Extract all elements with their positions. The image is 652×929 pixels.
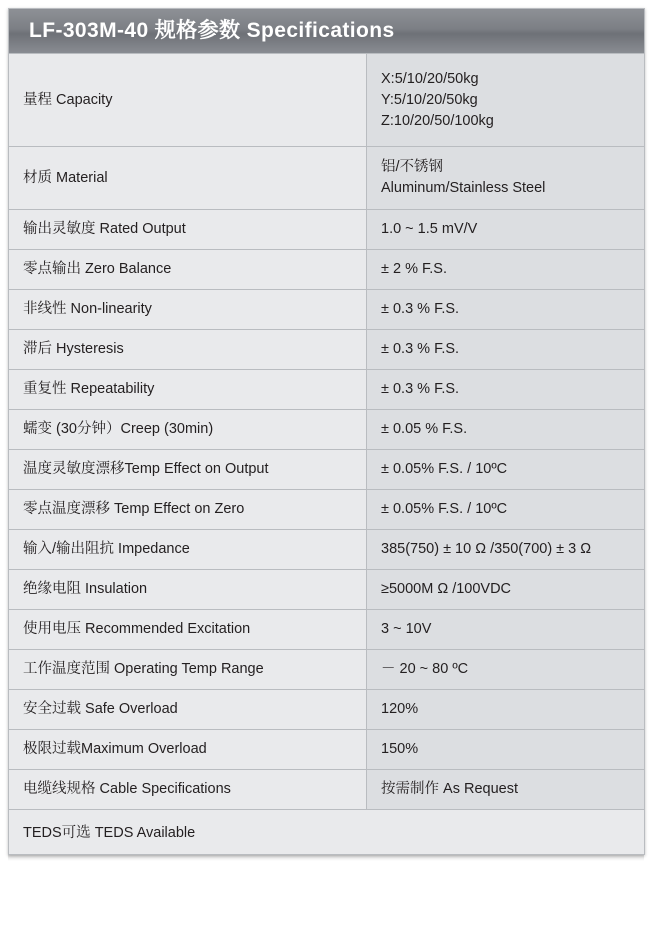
table-shadow	[8, 855, 644, 861]
row-label: 零点输出 Zero Balance	[9, 250, 367, 290]
row-value: 120%	[367, 690, 645, 730]
value-line: X:5/10/20/50kg	[381, 70, 479, 87]
row-label: 温度灵敏度漂移Temp Effect on Output	[9, 450, 367, 490]
title-cell	[9, 9, 645, 54]
row-label: 量程 Capacity	[9, 54, 367, 147]
table-row	[9, 290, 645, 330]
table-row	[9, 330, 645, 370]
value-line: Z:10/20/50/100kg	[381, 112, 494, 129]
row-label: 电缆线规格 Cable Specifications	[9, 770, 367, 810]
row-label: 非线性 Non-linearity	[9, 290, 367, 330]
value-line: Y:5/10/20/50kg	[381, 91, 478, 108]
table-row	[9, 250, 645, 290]
row-label: 使用电压 Recommended Excitation	[9, 610, 367, 650]
table-row	[9, 450, 645, 490]
row-label: 蠕变 (30分钟）Creep (30min)	[9, 410, 367, 450]
row-label: 输入/输出阻抗 Impedance	[9, 530, 367, 570]
table-row	[9, 490, 645, 530]
row-value: ± 0.3 % F.S.	[367, 290, 645, 330]
row-value: ≥5000M Ω /100VDC	[367, 570, 645, 610]
row-label: 滞后 Hysteresis	[9, 330, 367, 370]
table-row	[9, 770, 645, 810]
table-footer-row	[9, 810, 645, 855]
row-value: 3 ~ 10V	[367, 610, 645, 650]
value-line: Aluminum/Stainless Steel	[381, 180, 546, 197]
table-row	[9, 210, 645, 250]
specifications-table	[8, 8, 645, 855]
table-row	[9, 610, 645, 650]
row-value: ± 0.3 % F.S.	[367, 370, 645, 410]
row-value: ± 0.05% F.S. / 10ºC	[367, 450, 645, 490]
row-value: 385(750) ± 10 Ω /350(700) ± 3 Ω	[367, 530, 645, 570]
table-row	[9, 410, 645, 450]
row-value: ± 2 % F.S.	[367, 250, 645, 290]
table-row	[9, 147, 645, 210]
row-label: 极限过载Maximum Overload	[9, 730, 367, 770]
table-row	[9, 730, 645, 770]
row-label: 重复性 Repeatability	[9, 370, 367, 410]
table-row	[9, 54, 645, 147]
table-row	[9, 570, 645, 610]
table-row	[9, 690, 645, 730]
row-label: 输出灵敏度 Rated Output	[9, 210, 367, 250]
table-title-row	[9, 9, 645, 54]
row-value: 1.0 ~ 1.5 mV/V	[367, 210, 645, 250]
row-value: － 20 ~ 80 ºC	[367, 650, 645, 690]
table-row	[9, 530, 645, 570]
teds-option-label: TEDS可选 TEDS Available	[9, 810, 645, 855]
row-label: 零点温度漂移 Temp Effect on Zero	[9, 490, 367, 530]
table-row	[9, 370, 645, 410]
value-line: 铝/不锈钢	[381, 159, 444, 176]
row-value: 150%	[367, 730, 645, 770]
row-value	[367, 147, 645, 210]
row-value: 按需制作 As Request	[367, 770, 645, 810]
row-label: 材质 Material	[9, 147, 367, 210]
page-title: LF-303M-40 规格参数 Specifications	[29, 19, 395, 42]
row-value: ± 0.05 % F.S.	[367, 410, 645, 450]
row-label: 绝缘电阻 Insulation	[9, 570, 367, 610]
row-value: ± 0.05% F.S. / 10ºC	[367, 490, 645, 530]
row-value: ± 0.3 % F.S.	[367, 330, 645, 370]
row-label: 安全过载 Safe Overload	[9, 690, 367, 730]
table-row	[9, 650, 645, 690]
row-value	[367, 54, 645, 147]
row-label: 工作温度范围 Operating Temp Range	[9, 650, 367, 690]
